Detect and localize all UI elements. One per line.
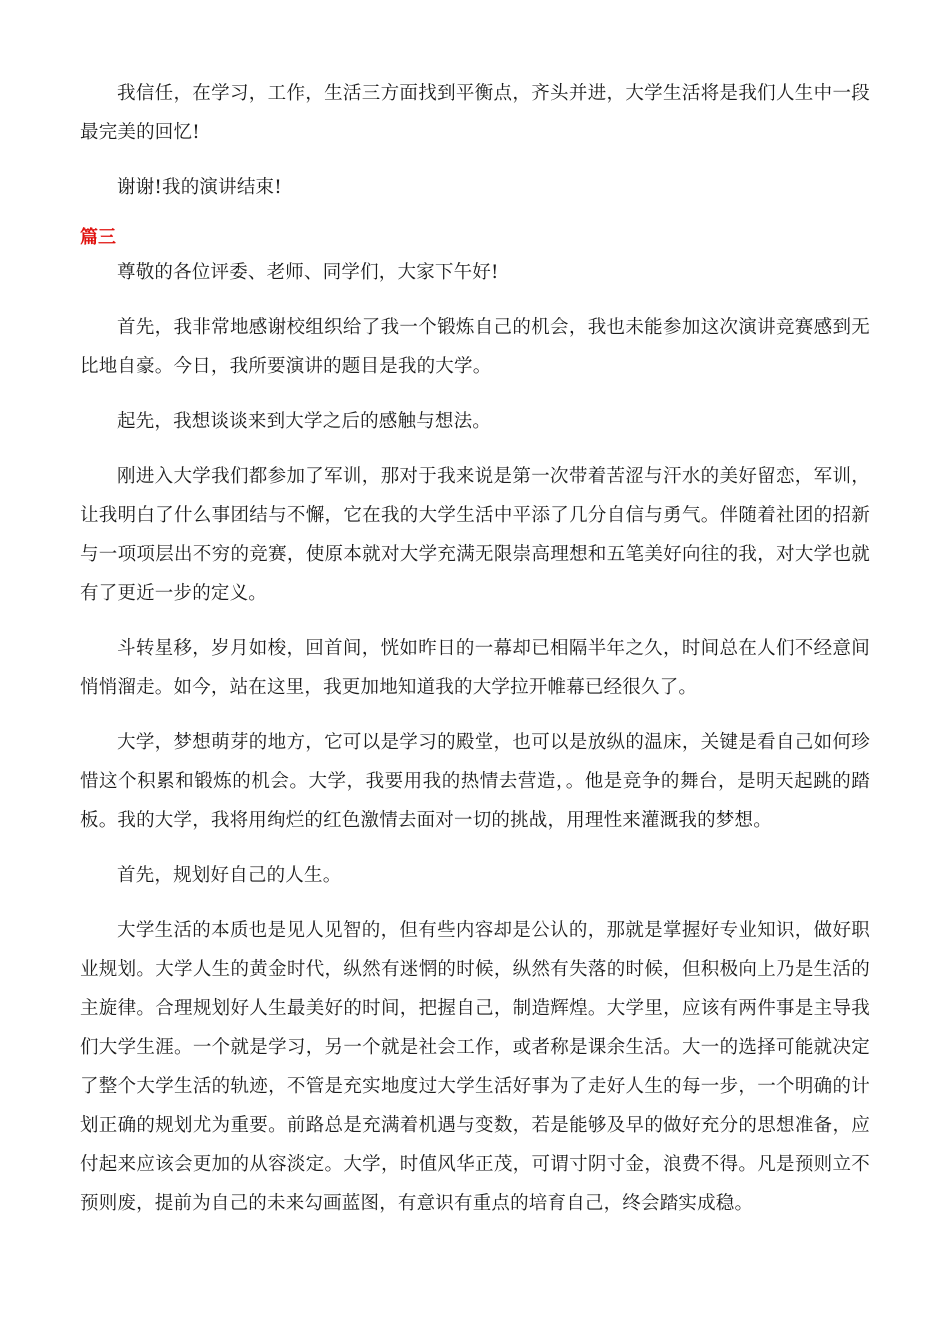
document-page [80,74,870,1223]
paragraph-spacer [80,895,870,911]
paragraph: 刚进入大学我们都参加了军训，那对于我来说是第一次带着苦涩与汗水的美好留恋，军训，让我明白了什么事团结与不懈，它在我的大学生活中平添了几分自信与勇气。伴随着社团的招新与一项项层出不穷的竞赛，使原本就对大学充满无限崇高理想和五笔美好向往的我，对大学也就有了更近一步的定义。 [80,466,870,604]
paragraph-spacer [80,613,870,629]
paragraph-spacer [80,441,870,457]
paragraph: 尊敬的各位评委、老师、同学们，大家下午好! [117,262,499,283]
section-heading: 篇三 [80,227,116,248]
paragraph: 大学，梦想萌芽的地方，它可以是学习的殿堂，也可以是放纵的温床，关键是看自己如何珍惜这个积累和锻炼的机会。大学，我要用我的热情去营造，。他是竞争的舞台，是明天起跳的踏板。我的大学，我将用绚烂的红色激情去面对一切的挑战，用理性来灌溉我的梦想。 [80,732,870,831]
paragraph-spacer [80,707,870,723]
paragraph: 大学生活的本质也是见人见智的，但有些内容却是公认的，那就是掌握好专业知识，做好职业规划。大学人生的黄金时代，纵然有迷惘的时候，纵然有失落的时候，但积极向上乃是生活的主旋律。合理规划好人生最美好的时间，把握自己，制造辉煌。大学里，应该有两件事是主导我们大学生涯。一个就是学习，另一个就是社会工作，或者称是课余生活。大一的选择可能就决定了整个大学生活的轨迹，不管是充实地度过大学生活好事为了走好人生的每一步，一个明确的计划正确的规划尤为重要。前路总是充满着机遇与变数，若是能够及早的做好充分的思想准备，应付起来应该会更加的从容淡定。大学，时值风华正茂，可谓寸阴寸金，浪费不得。凡是预则立不预则废，提前为自己的未来勾画蓝图，有意识有重点的培育自己，终会踏实成稳。 [80,920,870,1214]
paragraph-spacer [80,292,870,308]
paragraph-spacer [80,386,870,402]
paragraph-spacer [80,152,870,168]
paragraph-spacer [80,840,870,856]
paragraph: 斗转星移，岁月如梭，回首间，恍如昨日的一幕却已相隔半年之久，时间总在人们不经意间悄悄溜走。如今，站在这里，我更加地知道我的大学拉开帷幕已经很久了。 [80,638,870,698]
paragraph: 首先，规划好自己的人生。 [117,865,342,886]
paragraph-spacer [80,207,870,223]
paragraph: 谢谢!我的演讲结束! [117,177,282,198]
paragraph: 起先，我想谈谈来到大学之后的感触与想法。 [117,411,492,432]
paragraph: 首先，我非常地感谢校组织给了我一个锻炼自己的机会，我也未能参加这次演讲竞赛感到无比地自豪。今日，我所要演讲的题目是我的大学。 [80,317,870,377]
paragraph: 我信任，在学习，工作，生活三方面找到平衡点，齐头并进，大学生活将是我们人生中一段最完美的回忆! [80,83,870,143]
